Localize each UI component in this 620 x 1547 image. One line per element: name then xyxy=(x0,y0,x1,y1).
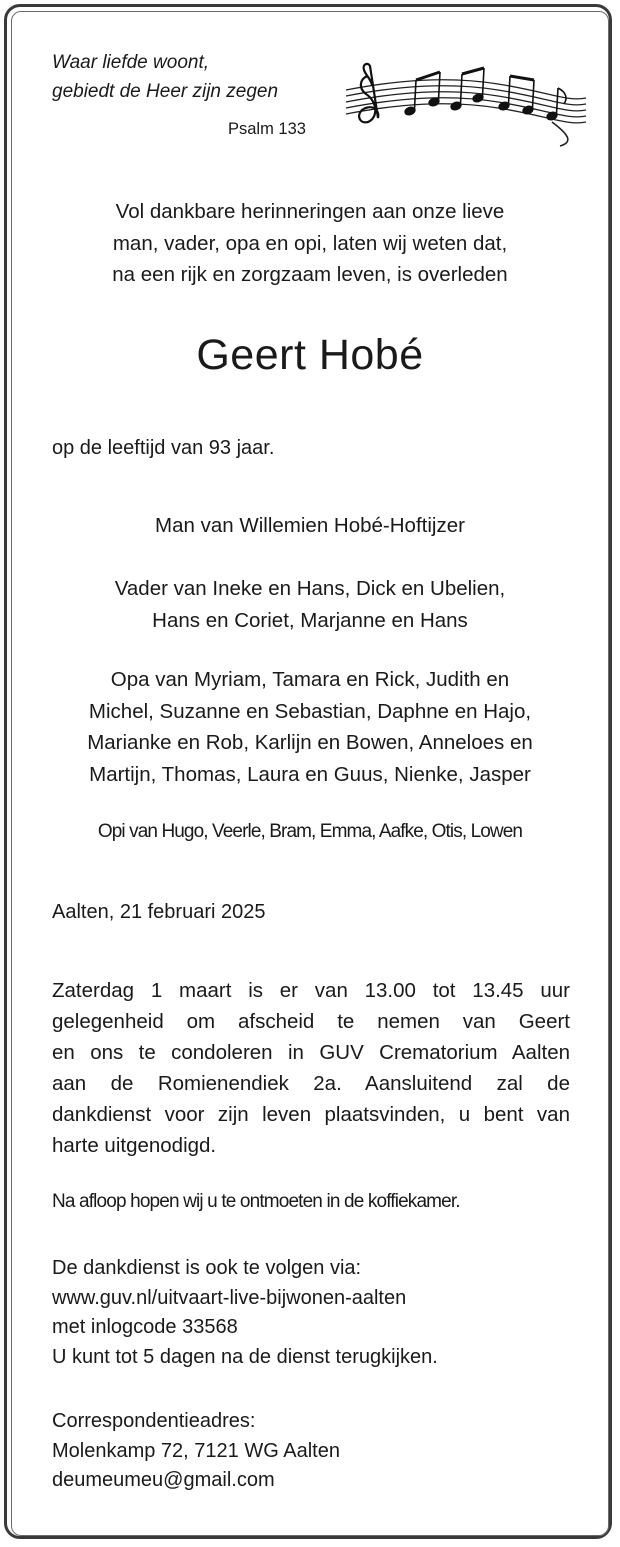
service-line: gelegenheid om afscheid te nemen van Geert xyxy=(52,1010,570,1033)
livestream-info xyxy=(52,1254,570,1372)
service-line: Zaterdag 1 maart is er van 13.00 tot 13.45 uur xyxy=(52,979,570,1002)
coffee-line: Na afloop hopen wij u te ontmoeten in de koffiekamer. xyxy=(52,1191,460,1212)
age-line: op de leeftijd van 93 jaar. xyxy=(52,437,275,459)
service-details xyxy=(52,975,570,1161)
intro-line: na een rijk en zorgzaam leven, is overleden xyxy=(112,263,508,286)
music-notes-staff-icon xyxy=(338,62,588,148)
husband-of: Man van Willemien Hobé-Hoftijzer xyxy=(155,514,465,537)
announcement-intro xyxy=(40,196,580,291)
grandfather-of xyxy=(40,664,580,790)
correspondence-label: Correspondentieadres: xyxy=(52,1410,256,1432)
deceased-name: Geert Hobé xyxy=(196,331,424,379)
father-of-line: Vader van Ineke en Hans, Dick en Ubelien, xyxy=(114,577,506,600)
service-line: en ons te condoleren in GUV Crematorium Aalten xyxy=(52,1041,570,1064)
motto-source: Psalm 133 xyxy=(228,120,306,138)
service-line: dankdienst voor zijn leven plaatsvinden, u bent van xyxy=(52,1103,570,1126)
motto-line: Waar liefde woont, xyxy=(52,52,210,73)
livestream-login-code: met inlogcode 33568 xyxy=(52,1316,238,1338)
livestream-line: U kunt tot 5 dagen na de dienst terugkijken. xyxy=(52,1345,438,1368)
correspondence-street: Molenkamp 72, 7121 WG Aalten xyxy=(52,1439,340,1462)
correspondence-email[interactable]: deumeumeu@gmail.com xyxy=(52,1469,275,1491)
grandfather-of-line: Opa van Myriam, Tamara en Rick, Judith en xyxy=(110,668,510,691)
intro-line: Vol dankbare herinneringen aan onze lieve xyxy=(115,200,505,223)
grandfather-of-line: Martijn, Thomas, Laura en Guus, Nienke, Jasper xyxy=(89,762,531,786)
service-line: aan de Romienendiek 2a. Aansluitend zal de xyxy=(52,1072,570,1095)
motto-quote xyxy=(52,48,278,106)
great-grandfather-of: Opi van Hugo, Veerle, Bram, Emma, Aafke, Otis, Lowen xyxy=(97,821,523,842)
place-date: Aalten, 21 februari 2025 xyxy=(52,901,266,923)
grandfather-of-line: Marianke en Rob, Karlijn en Bowen, Anneloes en xyxy=(87,731,533,754)
father-of-line: Hans en Coriet, Marjanne en Hans xyxy=(152,608,468,632)
correspondence-address xyxy=(52,1407,570,1496)
motto-line: gebiedt de Heer zijn zegen xyxy=(52,81,279,102)
intro-line: man, vader, opa en opi, laten wij weten dat, xyxy=(112,231,508,255)
father-of xyxy=(40,573,580,636)
grandfather-of-line: Michel, Suzanne en Sebastian, Daphne en Hajo, xyxy=(88,699,532,723)
livestream-url[interactable]: www.guv.nl/uitvaart-live-bijwonen-aalten xyxy=(52,1286,407,1309)
livestream-line: De dankdienst is ook te volgen via: xyxy=(52,1257,362,1279)
service-line: harte uitgenodigd. xyxy=(52,1134,217,1157)
